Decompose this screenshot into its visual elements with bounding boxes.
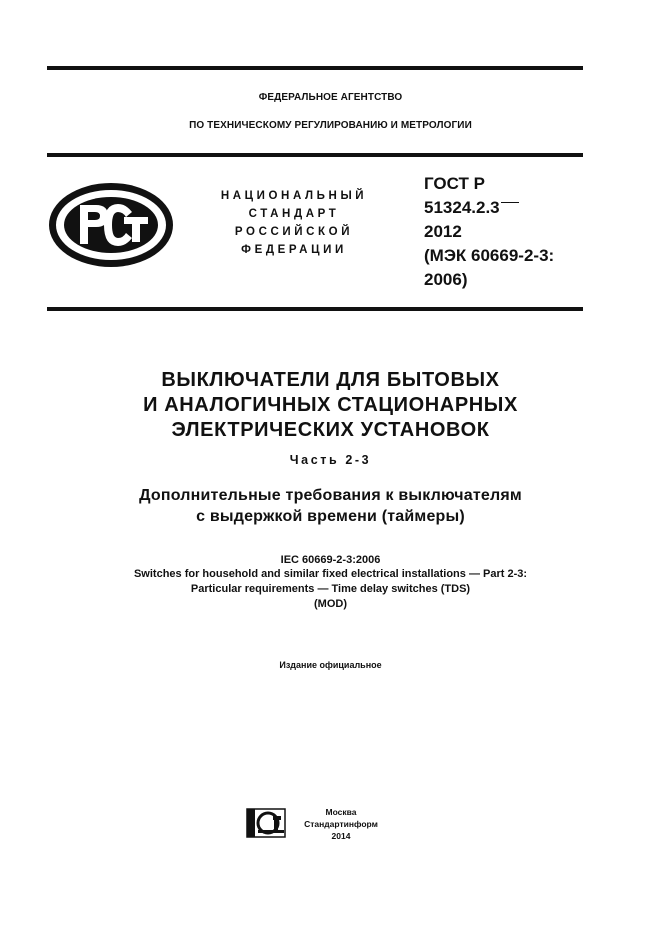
publisher-name: Стандартинформ [304,819,378,829]
subtitle-line-2: с выдержкой времени (таймеры) [196,508,465,525]
header-rule [47,153,583,157]
iec-line-1: IEC 60669-2-3:2006 [280,554,381,566]
gost-line-5: 2006) [424,270,468,289]
gost-designation [424,172,594,292]
gost-line-2-wrap [424,196,594,220]
national-standard-line-1: НАЦИОНАЛЬНЫЙ [220,190,368,202]
title-line-3: ЭЛЕКТРИЧЕСКИХ УСТАНОВОК [171,419,490,441]
national-standard-line-4: ФЕДЕРАЦИИ [241,244,347,256]
top-rule [47,66,583,70]
publisher-block [296,806,386,842]
standartinform-logo-icon [246,808,286,838]
edition-label: Издание официальное [279,660,382,670]
gost-dash [501,202,519,204]
publisher-city: Москва [325,807,357,817]
rst-logo-icon [46,180,176,270]
title-line-2: И АНАЛОГИЧНЫХ СТАЦИОНАРНЫХ [143,394,518,416]
iec-line-4: (MOD) [314,598,347,610]
national-standard-line-3: РОССИЙСКОЙ [234,226,354,238]
part-number: Часть 2-3 [289,453,372,467]
subtitle-line-1: Дополнительные требования к выключателям [139,487,522,504]
title-line-1: ВЫКЛЮЧАТЕЛИ ДЛЯ БЫТОВЫХ [161,369,500,391]
gost-line-3: 2012 [424,222,462,241]
agency-line-2: ПО ТЕХНИЧЕСКОМУ РЕГУЛИРОВАНИЮ И МЕТРОЛОГИИ [189,120,472,131]
agency-line-1: ФЕДЕРАЛЬНОЕ АГЕНТСТВО [258,92,403,103]
national-standard-line-2: СТАНДАРТ [248,208,340,220]
gost-line-4: (МЭК 60669-2-3: [424,246,555,265]
publisher-year: 2014 [331,831,351,841]
gost-line-1: ГОСТ Р [424,174,485,193]
iec-line-3: Particular requirements — Time delay switches (TDS) [190,583,471,595]
gost-line-2: 51324.2.3 [424,198,500,217]
iec-line-2: Switches for household and similar fixed electrical installations — Part 2-3: [133,568,528,580]
designation-rule [47,307,583,311]
